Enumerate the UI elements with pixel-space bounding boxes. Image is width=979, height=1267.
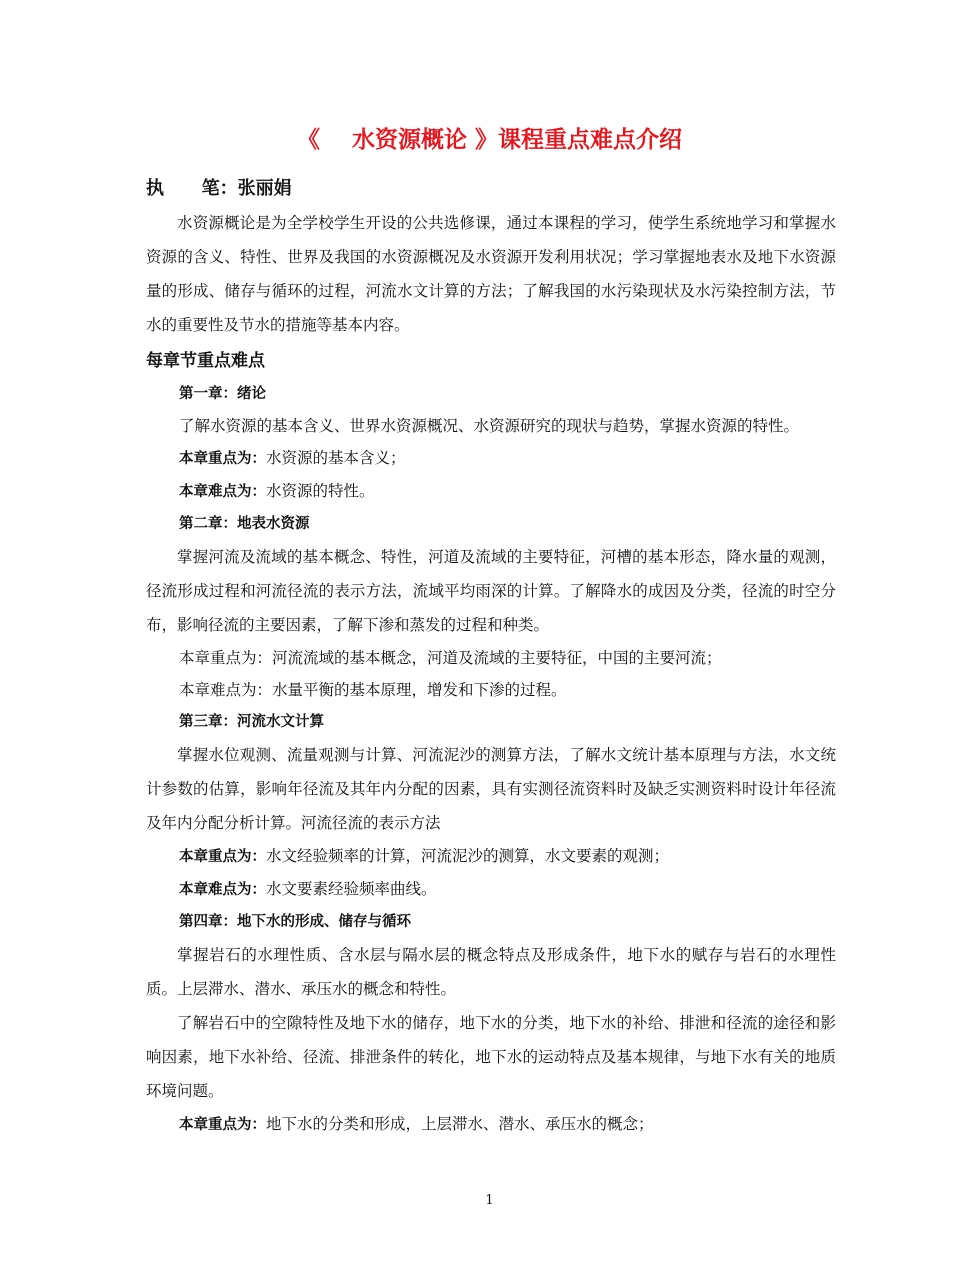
chapter-3-title: 第三章：河流水文计算 [179, 714, 324, 730]
document-title: 《 水资源概论 》课程重点难点介绍 [296, 127, 683, 153]
key-points-label: 本章重点为： [179, 849, 266, 865]
difficult-points-text: 水文要素经验频率曲线。 [266, 880, 437, 898]
section-heading: 每章节重点难点 [146, 351, 265, 371]
document-body [146, 206, 836, 1141]
chapter-2-description: 掌握河流及流域的基本概念、特性，河道及流域的主要特征，河槽的基本形态，降水量的观测，径流形成过程和河流径流的表示方法，流域平均雨深的计算。了解降水的成因及分类，径流的时空分布，影响径流的主要因素，了解下渗和蒸发的过程和种类。 [146, 548, 836, 634]
chapter-4-description-1: 掌握岩石的水理性质、含水层与隔水层的概念特点及形成条件，地下水的赋存与岩石的水理性质。上层滞水、潜水、承压水的概念和特性。 [146, 946, 836, 998]
chapter-4-description-2: 了解岩石中的空隙特性及地下水的储存，地下水的分类，地下水的补给、排泄和径流的途径和影响因素，地下水补给、径流、排泄条件的转化，地下水的运动特点及基本规律，与地下水有关的地质环境问题。 [146, 1014, 836, 1100]
chapter-3-key-points [146, 840, 836, 873]
chapter-1-title: 第一章：绪论 [179, 386, 266, 402]
key-points-label: 本章重点为： [179, 451, 266, 467]
page-number: 1 [485, 1193, 494, 1208]
difficult-points-label: 本章难点为： [179, 882, 266, 898]
chapter-2-key-points: 本章重点为：河流流域的基本概念，河道及流域的主要特征，中国的主要河流； [179, 649, 722, 667]
author-line: 执 笔：张丽娟 [146, 178, 292, 199]
chapter-3-difficult-points [146, 873, 836, 906]
chapter-4-title: 第四章：地下水的形成、储存与循环 [179, 914, 411, 930]
chapter-2-title: 第二章：地表水资源 [179, 516, 310, 532]
chapter-1-difficult-points [146, 475, 836, 508]
chapter-3-description: 掌握水位观测、流量观测与计算、河流泥沙的测算方法，了解水文统计基本原理与方法，水文统计参数的估算，影响年径流及其年内分配的因素，具有实测径流资料时及缺乏实测资料时设计年径流及年内分配分析计算。河流径流的表示方法 [146, 746, 836, 832]
difficult-points-text: 水资源的特性。 [266, 482, 375, 500]
key-points-text: 水文经验频率的计算，河流泥沙的测算，水文要素的观测； [266, 847, 670, 865]
chapter-2-difficult-points: 本章难点为：水量平衡的基本原理，增发和下渗的过程。 [179, 681, 567, 699]
key-points-label: 本章重点为： [179, 1117, 266, 1133]
chapter-4-key-points [146, 1108, 836, 1141]
chapter-1-key-points [146, 442, 836, 475]
key-points-text: 地下水的分类和形成，上层滞水、潜水、承压水的概念； [266, 1115, 654, 1133]
key-points-text: 水资源的基本含义； [266, 449, 406, 467]
chapter-1-description: 了解水资源的基本含义、世界水资源概况、水资源研究的现状与趋势，掌握水资源的特性。 [179, 417, 800, 435]
difficult-points-label: 本章难点为： [179, 484, 266, 500]
intro-paragraph: 水资源概论是为全学校学生开设的公共选修课，通过本课程的学习，使学生系统地学习和掌握水资源的含义、特性、世界及我国的水资源概况及水资源开发利用状况；学习掌握地表水及地下水资源量的形成、储存与循环的过程，河流水文计算的方法；了解我国的水污染现状及水污染控制方法，节水的重要性及节水的措施等基本内容。 [146, 214, 836, 334]
